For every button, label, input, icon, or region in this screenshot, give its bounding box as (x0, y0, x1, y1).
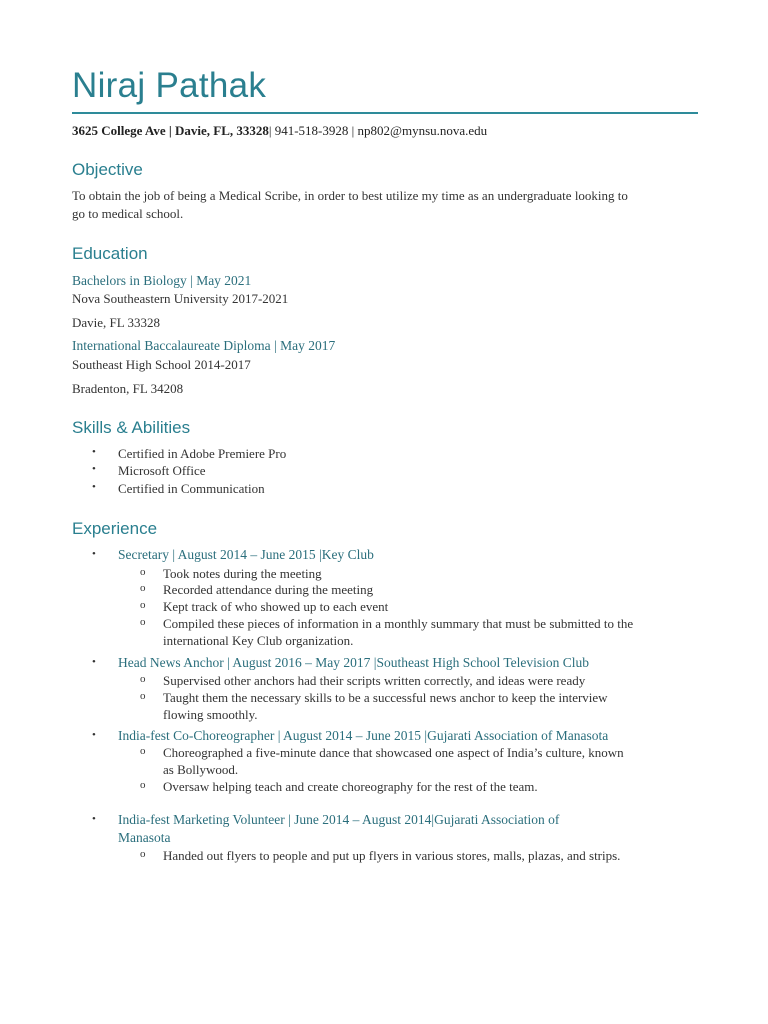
bullet-icon: • (92, 463, 96, 475)
sub-bullet-icon: o (140, 673, 146, 685)
job-duty: Choreographed a five-minute dance that showcased one aspect of India’s culture, known (163, 745, 624, 760)
address: 3625 College Ave | Davie, FL, 33328 (72, 123, 269, 138)
skill-item: Certified in Communication (118, 481, 265, 496)
sub-bullet-icon: o (140, 582, 146, 594)
candidate-name: Niraj Pathak (72, 66, 267, 105)
objective-heading: Objective (72, 160, 143, 179)
sub-bullet-icon: o (140, 745, 146, 757)
job-duty-continued: as Bollywood. (163, 762, 239, 777)
job-title: India-fest Co-Choreographer | August 2014 – June 2015 |Gujarati Association of Manasota (118, 728, 609, 743)
skills-heading: Skills & Abilities (72, 418, 191, 437)
sub-bullet-icon: o (140, 616, 146, 628)
bullet-icon: • (92, 656, 96, 668)
objective-line-2: go to medical school. (72, 206, 184, 221)
job-duty: Oversaw helping teach and create choreography for the rest of the team. (163, 779, 538, 794)
job-duty-continued: flowing smoothly. (163, 707, 258, 722)
contact-line (72, 123, 487, 139)
bullet-icon: • (92, 729, 96, 741)
sub-bullet-icon: o (140, 599, 146, 611)
education-school: Nova Southeastern University 2017-2021 (72, 291, 289, 306)
sub-bullet-icon: o (140, 566, 146, 578)
header-divider (72, 112, 698, 114)
education-location: Bradenton, FL 34208 (72, 381, 184, 396)
phone-email: | 941-518-3928 | np802@mynsu.nova.edu (268, 123, 488, 138)
job-duty: Handed out flyers to people and put up flyers in various stores, malls, plazas, and strips. (163, 848, 621, 863)
sub-bullet-icon: o (140, 779, 146, 791)
job-title: Secretary | August 2014 – June 2015 |Key Club (118, 547, 374, 562)
bullet-icon: • (92, 813, 96, 825)
skill-item: Certified in Adobe Premiere Pro (118, 446, 287, 461)
objective-line-1: To obtain the job of being a Medical Scribe, in order to best utilize my time as an undergraduate looking to (72, 188, 628, 203)
job-duty: Supervised other anchors had their scripts written correctly, and ideas were ready (163, 673, 586, 688)
education-degree: Bachelors in Biology | May 2021 (72, 273, 252, 288)
job-duty: Took notes during the meeting (163, 566, 322, 581)
bullet-icon: • (92, 481, 96, 493)
education-location: Davie, FL 33328 (72, 315, 160, 330)
job-title: Head News Anchor | August 2016 – May 2017 |Southeast High School Television Club (118, 655, 590, 670)
job-duty-continued: international Key Club organization. (163, 633, 354, 648)
sub-bullet-icon: o (140, 848, 146, 860)
experience-heading: Experience (72, 519, 158, 538)
education-school: Southeast High School 2014-2017 (72, 357, 251, 372)
bullet-icon: • (92, 446, 96, 458)
sub-bullet-icon: o (140, 690, 146, 702)
job-duty: Taught them the necessary skills to be a successful news anchor to keep the interview (163, 690, 608, 705)
education-degree: International Baccalaureate Diploma | May 2017 (72, 338, 336, 353)
education-heading: Education (72, 244, 148, 263)
job-title: India-fest Marketing Volunteer | June 2014 – August 2014|Gujarati Association of (118, 812, 560, 827)
job-duty: Compiled these pieces of information in a monthly summary that must be submitted to the (163, 616, 634, 631)
job-title-continued: Manasota (118, 830, 171, 845)
bullet-icon: • (92, 548, 96, 560)
skill-item: Microsoft Office (118, 463, 206, 478)
job-duty: Recorded attendance during the meeting (163, 582, 374, 597)
job-duty: Kept track of who showed up to each event (163, 599, 389, 614)
